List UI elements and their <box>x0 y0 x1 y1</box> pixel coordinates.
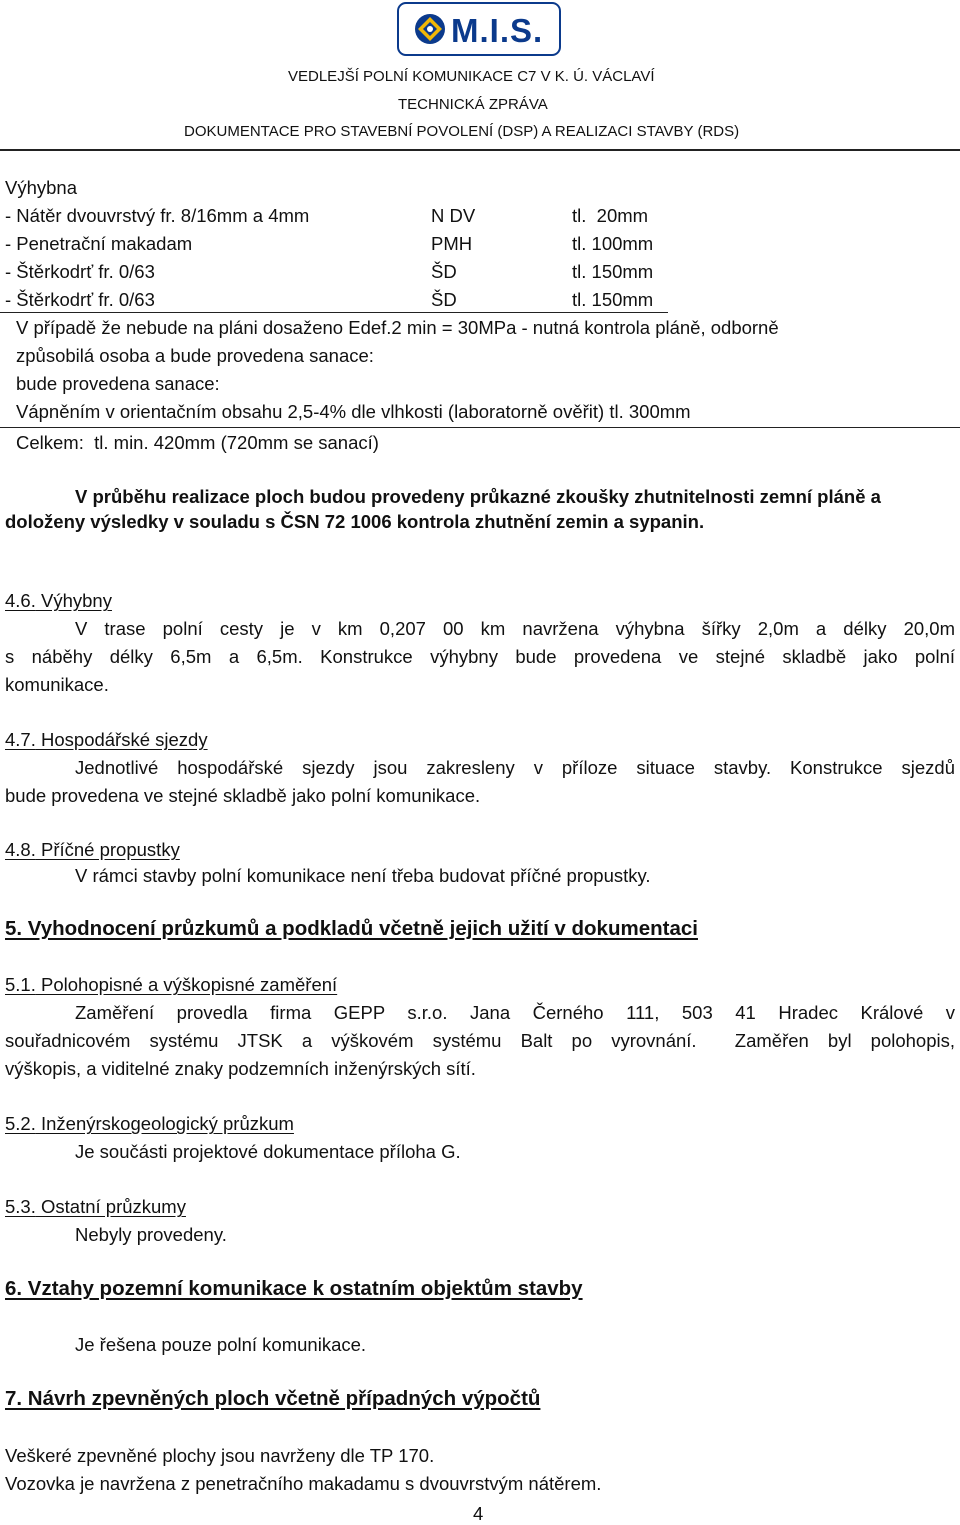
total-divider <box>0 427 960 428</box>
layer-thickness: tl. 20mm <box>572 205 649 226</box>
structure-total: Celkem: tl. min. 420mm (720mm se sanací) <box>16 432 379 453</box>
section-number: 4.6. <box>5 590 36 611</box>
section-text: Je řešena pouze polní komunikace. <box>75 1334 367 1355</box>
page-number: 4 <box>473 1503 484 1524</box>
section-title: Příčné propustky <box>41 839 180 860</box>
logo-emblem-icon <box>413 12 447 46</box>
chapter-5-heading: 5. Vyhodnocení průzkumů a podkladů včetně jejich užití v dokumentaci <box>5 917 698 940</box>
section-title: Výhybny <box>41 590 112 611</box>
section-text: souřadnicovém systému JTSK a výškovém systému Balt po vyrovnání. Zaměřen byl polohopis, <box>5 1030 955 1051</box>
layer-code: ŠD <box>431 289 457 310</box>
header-line-documentation: DOKUMENTACE PRO STAVEBNÍ POVOLENÍ (DSP) A REALIZACI STAVBY (RDS) <box>184 123 740 140</box>
chapter-6-heading: 6. Vztahy pozemní komunikace k ostatním objektům stavby <box>5 1277 583 1300</box>
section-4-8-heading <box>5 839 180 861</box>
layer-code: N DV <box>431 205 476 226</box>
section-text: Jednotlivé hospodářské sjezdy jsou zakresleny v příloze situace stavby. Konstrukce sjezdů <box>75 757 955 778</box>
section-title: Polohopisné a výškopisné zaměření <box>41 974 338 995</box>
section-text: V rámci stavby polní komunikace není třeba budovat příčné propustky. <box>75 865 651 886</box>
chapter-7-heading: 7. Návrh zpevněných ploch včetně případných výpočtů <box>5 1387 541 1410</box>
header-line-report: TECHNICKÁ ZPRÁVA <box>398 96 548 113</box>
section-text: s náběhy délky 6,5m a 6,5m. Konstrukce výhybny bude provedena ve stejné skladbě jako polní <box>5 646 955 667</box>
layer-thickness: tl. 150mm <box>572 261 654 282</box>
section-text: Vozovka je navržena z penetračního makadamu s dvouvrstvým nátěrem. <box>5 1473 602 1494</box>
section-4-7-heading <box>5 729 208 751</box>
section-text: V trase polní cesty je v km 0,207 00 km navržena výhybna šířky 2,0m a délky 20,0m <box>75 618 955 639</box>
section-text: komunikace. <box>5 674 109 695</box>
company-logo <box>397 2 561 56</box>
section-5-3-heading <box>5 1196 186 1218</box>
sanation-note: Vápněním v orientačním obsahu 2,5-4% dle vlhkosti (laboratorně ověřit) tl. 300mm <box>16 401 691 422</box>
section-text: Veškeré zpevněné plochy jsou navrženy dle TP 170. <box>5 1445 435 1466</box>
section-text: Nebyly provedeny. <box>75 1224 227 1245</box>
section-text: Zaměření provedla firma GEPP s.r.o. Jana Černého 111, 503 41 Hradec Králové v <box>75 1002 955 1023</box>
section-4-6-heading <box>5 590 112 612</box>
section-title: Hospodářské sjezdy <box>41 729 208 750</box>
section-number: 5.2. <box>5 1113 36 1134</box>
section-text: bude provedena ve stejné skladbě jako polní komunikace. <box>5 785 481 806</box>
layer-name: - Štěrkodrť fr. 0/63 <box>5 261 155 282</box>
header-line-project: VEDLEJŠÍ POLNÍ KOMUNIKACE C7 V K. Ú. VÁCLAVÍ <box>288 68 655 85</box>
section-number: 5.1. <box>5 974 36 995</box>
layer-name: - Nátěr dvouvrstvý fr. 8/16mm a 4mm <box>5 205 310 226</box>
logo-text: M.I.S. <box>451 12 544 49</box>
compaction-note: V průběhu realizace ploch budou provedeny průkazné zkoušky zhutnitelnosti zemní pláně a doloženy výsledky v souladu s ČSN 72 1006 kontrola zhutnění zemin a sypanin. <box>5 486 881 532</box>
sanation-note: bude provedena sanace: <box>16 373 220 394</box>
section-5-2-heading <box>5 1113 294 1135</box>
vyhybna-title: Výhybna <box>5 177 77 198</box>
section-number: 4.7. <box>5 729 36 750</box>
layer-thickness: tl. 100mm <box>572 233 654 254</box>
layers-underline <box>0 312 668 313</box>
layer-code: ŠD <box>431 261 457 282</box>
section-text: Je součásti projektové dokumentace příloha G. <box>75 1141 461 1162</box>
header-divider <box>0 149 960 151</box>
layer-thickness: tl. 150mm <box>572 289 654 310</box>
layer-name: - Štěrkodrť fr. 0/63 <box>5 289 155 310</box>
section-number: 4.8. <box>5 839 36 860</box>
section-title: Ostatní průzkumy <box>41 1196 186 1217</box>
layer-name: - Penetrační makadam <box>5 233 193 254</box>
layer-code: PMH <box>431 233 473 254</box>
section-title: Inženýrskogeologický průzkum <box>41 1113 294 1134</box>
section-text: výškopis, a viditelné znaky podzemních inženýrských sítí. <box>5 1058 476 1079</box>
sanation-note: V případě že nebude na pláni dosaženo Edef.2 min = 30MPa - nutná kontrola pláně, odborně <box>16 317 779 338</box>
sanation-note: způsobilá osoba a bude provedena sanace: <box>16 345 374 366</box>
section-number: 5.3. <box>5 1196 36 1217</box>
section-5-1-heading <box>5 974 337 996</box>
